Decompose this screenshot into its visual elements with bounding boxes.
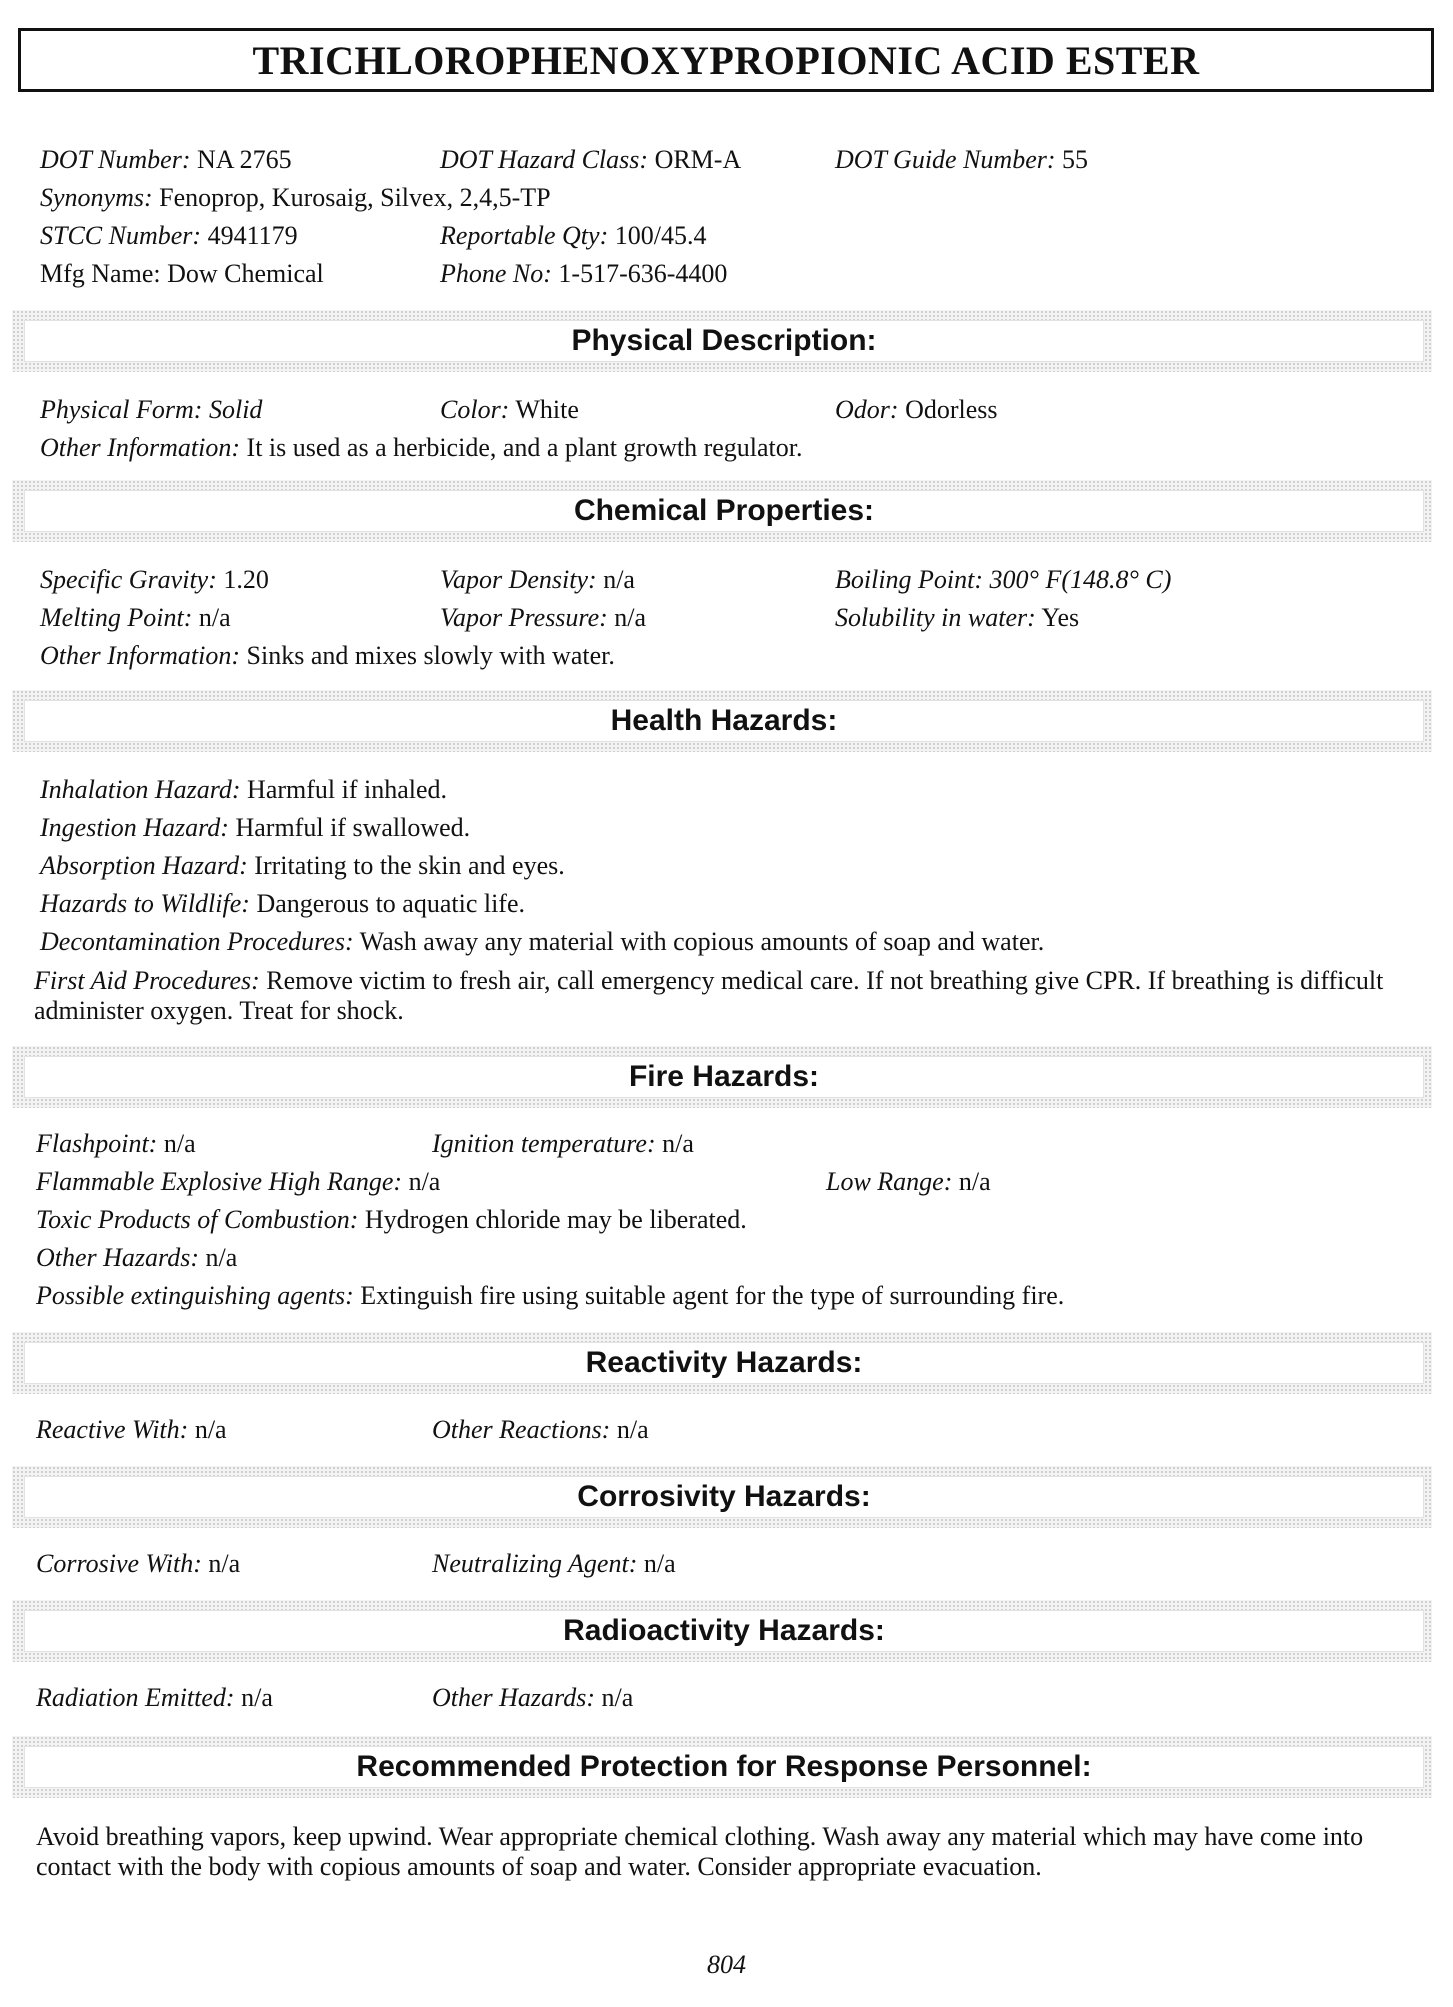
fire-row-5 [36, 1280, 1064, 1312]
decon-label: Decontamination Procedures: [40, 927, 354, 956]
low-range-label: Low Range: [826, 1167, 953, 1196]
neutralizing-label: Neutralizing Agent: [432, 1549, 638, 1578]
section-band-fire [12, 1046, 1432, 1108]
physical-form: Solid [208, 395, 263, 424]
mfg-name: Dow Chemical [167, 259, 324, 288]
section-heading-protection: Recommended Protection for Response Personnel: [356, 1750, 1092, 1783]
synonyms-label: Synonyms: [40, 183, 153, 212]
other-reactions: n/a [616, 1415, 649, 1444]
protection-text: Avoid breathing vapors, keep upwind. Wear appropriate chemical clothing. Wash away any material which may have come into contact with the body with copious amounts of soap and water. Consider appropriate evacuation. [36, 1822, 1364, 1881]
wildlife-label: Hazards to Wildlife: [40, 889, 250, 918]
section-heading-physical: Physical Description: [571, 324, 877, 357]
odor-label: Odor: [835, 395, 899, 424]
first-aid-label: First Aid Procedures: [34, 966, 260, 995]
other-reactions-label: Other Reactions: [432, 1415, 611, 1444]
solubility-label: Solubility in water: [835, 603, 1036, 632]
vapor-density: n/a [603, 565, 635, 594]
stcc-label: STCC Number: [40, 221, 202, 250]
radiation-label: Radiation Emitted: [36, 1683, 235, 1712]
hazard-class: ORM-A [654, 145, 742, 174]
health-row-wildlife [40, 888, 525, 920]
flashpoint-label: Flashpoint: [36, 1129, 158, 1158]
mfg-label: Mfg Name: [40, 259, 161, 288]
stcc-number: 4941179 [207, 221, 298, 250]
boiling-point: 300° F(148.8° C) [989, 565, 1172, 594]
specific-gravity-label: Specific Gravity: [40, 565, 217, 594]
section-band-chemical [12, 480, 1432, 542]
section-heading-health: Health Hazards: [610, 704, 838, 737]
title-box [18, 28, 1434, 92]
health-row-ingestion [40, 812, 470, 844]
section-heading-corrosivity: Corrosivity Hazards: [577, 1480, 871, 1513]
wildlife-hazard: Dangerous to aquatic life. [256, 889, 526, 918]
phone-label: Phone No: [440, 259, 552, 288]
boiling-point-label: Boiling Point: [835, 565, 984, 594]
page-title: TRICHLOROPHENOXYPROPIONIC ACID ESTER [252, 37, 1200, 83]
high-range: n/a [408, 1167, 441, 1196]
dot-number-label: DOT Number: [40, 145, 191, 174]
toxic-label: Toxic Products of Combustion: [36, 1205, 359, 1234]
section-band-protection [12, 1736, 1432, 1798]
neutralizing-agent: n/a [643, 1549, 676, 1578]
physical-row-2 [40, 432, 803, 464]
section-heading-fire: Fire Hazards: [628, 1060, 820, 1093]
color-label: Color: [440, 395, 510, 424]
section-band-corrosivity [12, 1466, 1432, 1528]
phone-number: 1-517-636-4400 [558, 259, 728, 288]
high-range-label: Flammable Explosive High Range: [36, 1167, 403, 1196]
specific-gravity: 1.20 [223, 565, 269, 594]
vapor-pressure-label: Vapor Pressure: [440, 603, 608, 632]
reportable-label: Reportable Qty: [440, 221, 609, 250]
solubility: Yes [1041, 603, 1080, 632]
inhalation-hazard: Harmful if inhaled. [247, 775, 448, 804]
vapor-density-label: Vapor Density: [440, 565, 597, 594]
health-row-inhalation [40, 774, 447, 806]
radio-other-label: Other Hazards: [432, 1683, 595, 1712]
extinguishing-agents: Extinguish fire using suitable agent for the type of surrounding fire. [360, 1281, 1065, 1310]
fire-row-4 [36, 1242, 237, 1274]
fire-row-3 [36, 1204, 747, 1236]
corrosive-with-label: Corrosive With: [36, 1549, 202, 1578]
physical-other: It is used as a herbicide, and a plant growth regulator. [246, 433, 803, 462]
vapor-pressure: n/a [614, 603, 647, 632]
inhalation-label: Inhalation Hazard: [40, 775, 241, 804]
hazard-class-label: DOT Hazard Class: [440, 145, 649, 174]
health-first-aid [34, 966, 1414, 1026]
absorption-hazard: Irritating to the skin and eyes. [254, 851, 565, 880]
dot-number: NA 2765 [196, 145, 292, 174]
toxic-products: Hydrogen chloride may be liberated. [364, 1205, 747, 1234]
page-number: 804 [707, 1950, 746, 1979]
odor-value: Odorless [905, 395, 998, 424]
low-range: n/a [958, 1167, 991, 1196]
radiation-emitted: n/a [241, 1683, 273, 1712]
health-row-decon [40, 926, 1044, 958]
section-band-health [12, 690, 1432, 752]
radio-other-hazards: n/a [601, 1683, 634, 1712]
chemical-other: Sinks and mixes slowly with water. [246, 641, 615, 670]
melting-point-label: Melting Point: [40, 603, 193, 632]
first-aid-procedures: Remove victim to fresh air, call emergency medical care. If not breathing give CPR. If breathing is difficult administer oxygen. Treat for shock. [34, 966, 1384, 1025]
ignition-label: Ignition temperature: [432, 1129, 656, 1158]
fire-other-label: Other Hazards: [36, 1243, 199, 1272]
absorption-label: Absorption Hazard: [40, 851, 248, 880]
reactive-with-label: Reactive With: [36, 1415, 189, 1444]
synonyms: Fenoprop, Kurosaig, Silvex, 2,4,5-TP [159, 183, 551, 212]
section-band-radioactivity [12, 1600, 1432, 1662]
section-heading-reactivity: Reactivity Hazards: [585, 1346, 863, 1379]
reactive-with: n/a [194, 1415, 227, 1444]
section-heading-radioactivity: Radioactivity Hazards: [563, 1614, 885, 1647]
health-row-absorption [40, 850, 565, 882]
ignition-temperature: n/a [662, 1129, 694, 1158]
physical-form-label: Physical Form: [40, 395, 203, 424]
color-value: White [515, 395, 579, 424]
guide-number-label: DOT Guide Number: [835, 145, 1056, 174]
ingestion-label: Ingestion Hazard: [40, 813, 229, 842]
guide-number: 55 [1062, 145, 1089, 174]
header-row-2 [40, 182, 551, 214]
extinguishing-label: Possible extinguishing agents: [36, 1281, 354, 1310]
flashpoint: n/a [163, 1129, 196, 1158]
chemical-row-3 [40, 640, 615, 672]
reportable-qty: 100/45.4 [614, 221, 707, 250]
melting-point: n/a [198, 603, 231, 632]
section-heading-chemical: Chemical Properties: [573, 494, 875, 527]
physical-other-label: Other Information: [40, 433, 241, 462]
chemical-other-label: Other Information: [40, 641, 241, 670]
section-band-reactivity [12, 1332, 1432, 1394]
section-band-physical [12, 310, 1432, 372]
corrosive-with: n/a [208, 1549, 241, 1578]
ingestion-hazard: Harmful if swallowed. [235, 813, 471, 842]
decon-procedures: Wash away any material with copious amounts of soap and water. [359, 927, 1045, 956]
fire-other-hazards: n/a [205, 1243, 238, 1272]
